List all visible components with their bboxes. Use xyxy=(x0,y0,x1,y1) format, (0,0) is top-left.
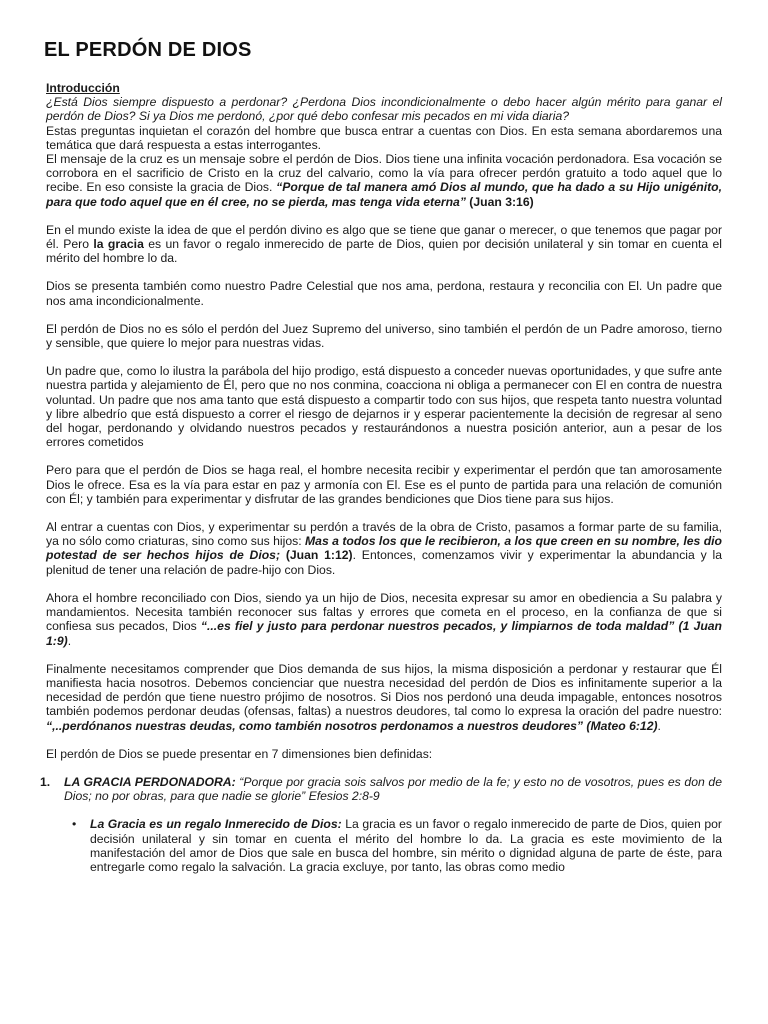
scripture-reference: (Juan 1:12) xyxy=(280,548,353,563)
paragraph-text: En el mundo existe la idea de que el perdón divino es algo que se tiene que ganar o merecer, o que tenemos que pagar por él. Pero xyxy=(46,222,722,252)
paragraph: El perdón de Dios se puede presentar en 7 dimensiones bien definidas: xyxy=(46,746,433,761)
paragraph: Pero para que el perdón de Dios se haga real, el hombre necesita recibir y experimentar el perdón que tan amorosamente Dios le ofrece. Esa es la vía para estar en paz y armonía con El. Ese es el punto de partida para una relación de comunión con Él; y también para experimentar y disfrutar de las grandes bendiciones que Dios tiene para sus hijos. xyxy=(46,463,722,506)
paragraph-text: El mensaje de la cruz es un mensaje sobre el perdón de Dios. Dios tiene una infinita vocación perdonadora. Esa vocación se corrobora en el sacrificio de Cristo en la cruz del calvario, como la vía para ofrecer perdón gratuito a todo aquel que lo recibe. En eso consiste la gracia de Dios. xyxy=(46,152,722,195)
paragraph xyxy=(46,223,722,266)
paragraph-text: . Entonces, comenzamos vivir y experimentar la abundancia y la plenitud de tener una relación de padre-hijo con Dios. xyxy=(46,548,722,577)
intro-questions: ¿Está Dios siempre dispuesto a perdonar? ¿Perdona Dios incondicionalmente o debo hacer algún mérito para ganar el perdón de Dios? Si ya Dios me perdonó, ¿por qué debo confesar mis pecados en mi vida diaria? xyxy=(46,95,722,124)
scripture-reference: (1 Juan 1:9) xyxy=(46,619,722,648)
paragraph-text: es un favor o regalo inmerecido de parte de Dios, quien por decisión unilateral y sin tomar en cuenta el mérito del hombre lo da. xyxy=(46,237,723,266)
scripture-quote: Mas a todos los que le recibieron, a los que creen en su nombre, les dio potestad de ser hechos hijos de Dios; xyxy=(46,534,722,563)
intro-heading: Introducción xyxy=(46,81,120,95)
document-title: EL PERDÓN DE DIOS xyxy=(44,39,252,61)
paragraph-text: . xyxy=(67,633,72,648)
document-body xyxy=(40,81,723,874)
scripture-quote: “...es fiel y justo para perdonar nuestros pecados, y limpiarnos de toda maldad” xyxy=(200,619,675,634)
scripture-reference: (Mateo 6:12) xyxy=(583,718,658,733)
paragraph: El perdón de Dios no es sólo el perdón del Juez Supremo del universo, sino también el perdón de un Padre amoroso, tierno y sensible, que quiere lo mejor para nuestras vidas. xyxy=(46,321,722,351)
scripture-reference: Efesios 2:8-9 xyxy=(305,789,380,804)
paragraph-text: Al entrar a cuentas con Dios, y experimentar su perdón a través de la obra de Cristo, pasamos a formar parte de su familia, ya no sólo como criaturas, sino como sus hijos: xyxy=(46,520,722,549)
paragraph: Dios se presenta también como nuestro Padre Celestial que nos ama, perdona, restaura y reconcilia con El. Un padre que nos ama incondicionalmente. xyxy=(46,279,722,308)
bullet-label: La Gracia es un regalo Inmerecido de Dios: xyxy=(90,817,342,832)
bullet-item xyxy=(46,817,722,874)
paragraph-text: Ahora el hombre reconciliado con Dios, siendo ya un hijo de Dios, necesita expresar su amor en obediencia a Su palabra y mandamientos. Necesita también reconocer sus faltas y errores que cometa en el proceso, en la confianza de que si confiesa sus pecados, Dios xyxy=(46,590,722,634)
paragraph xyxy=(46,520,722,577)
paragraph: Un padre que, como lo ilustra la parábola del hijo prodigo, está dispuesto a conceder nuevas oportunidades, y que sufre ante nuestra partida y alejamiento de Él, pero que no nos conmina, coacciona ni obliga a permanecer con El en contra de nuestra voluntad. Un padre que nos ama tanto que está dispuesto a compartir todo con sus hijos, que respeta tanto nuestra voluntad y libre albedrío que está dispuesto a correr el riesgo de dejarnos ir y esperar pacientemente la decisión de regresar al seno del hogar, perdonando y olvidando nuestros pecados y restaurándonos a nuestra posición anterior, aun a pesar de los errores cometidos xyxy=(46,364,722,450)
paragraph xyxy=(46,662,722,733)
section-heading xyxy=(46,81,722,95)
paragraph: Estas preguntas inquietan el corazón del hombre que busca entrar a cuentas con Dios. En esta semana abordaremos una temática que dará respuesta a estas interrogantes. xyxy=(46,123,722,152)
paragraph-text: Finalmente necesitamos comprender que Dios demanda de sus hijos, la misma disposición a perdonar y restaurar que Él manifiesta hacia nosotros. Debemos concienciar que nuestra necesidad del perdón de Dios es infinitamente superior a la necesidad de perdón que tiene nuestro prójimo de nosotros. Si Dios nos perdonó una deuda impagable, entonces nosotros también podemos perdonar deudas (ofensas, faltas) a nuestros deudores, tal como lo expresa la oración del padre nuestro: xyxy=(46,661,722,719)
paragraph-text: La gracia es un favor o regalo inmerecido de parte de Dios, quien por decisión unilateral y sin tomar en cuenta el mérito del hombre lo da. La gracia es este movimiento de la manifestación del amor de Dios que sale en busca del hombre, sin mérito o dignidad alguna de parte de éste, para entregarle como regalo la salvación. La gracia excluye, por tanto, las obras como medio xyxy=(90,817,722,874)
scripture-quote: “Porque de tal manera amó Dios al mundo, que ha dado a su Hijo unigénito, para que todo aquel que en él cree, no se pierda, mas tenga vida eterna” xyxy=(46,180,722,209)
scripture-reference: (Juan 3:16) xyxy=(465,194,534,209)
paragraph-text: . xyxy=(657,718,661,733)
scripture-quote: “Porque por gracia sois salvos por medio de la fe; y esto no de vosotros, pues es don de Dios; no por obras, para que nadie se glorie” xyxy=(64,774,722,804)
paragraph xyxy=(46,591,722,648)
paragraph xyxy=(46,152,722,209)
item-label: LA GRACIA PERDONADORA: xyxy=(64,774,236,789)
list-item xyxy=(40,774,722,804)
list-number: 1. xyxy=(40,774,51,789)
scripture-quote: “,..perdónanos nuestras deudas, como también nosotros perdonamos a nuestros deudores” xyxy=(46,718,584,733)
bullet-icon: • xyxy=(72,817,77,832)
emphasis-text: la gracia xyxy=(93,237,144,252)
